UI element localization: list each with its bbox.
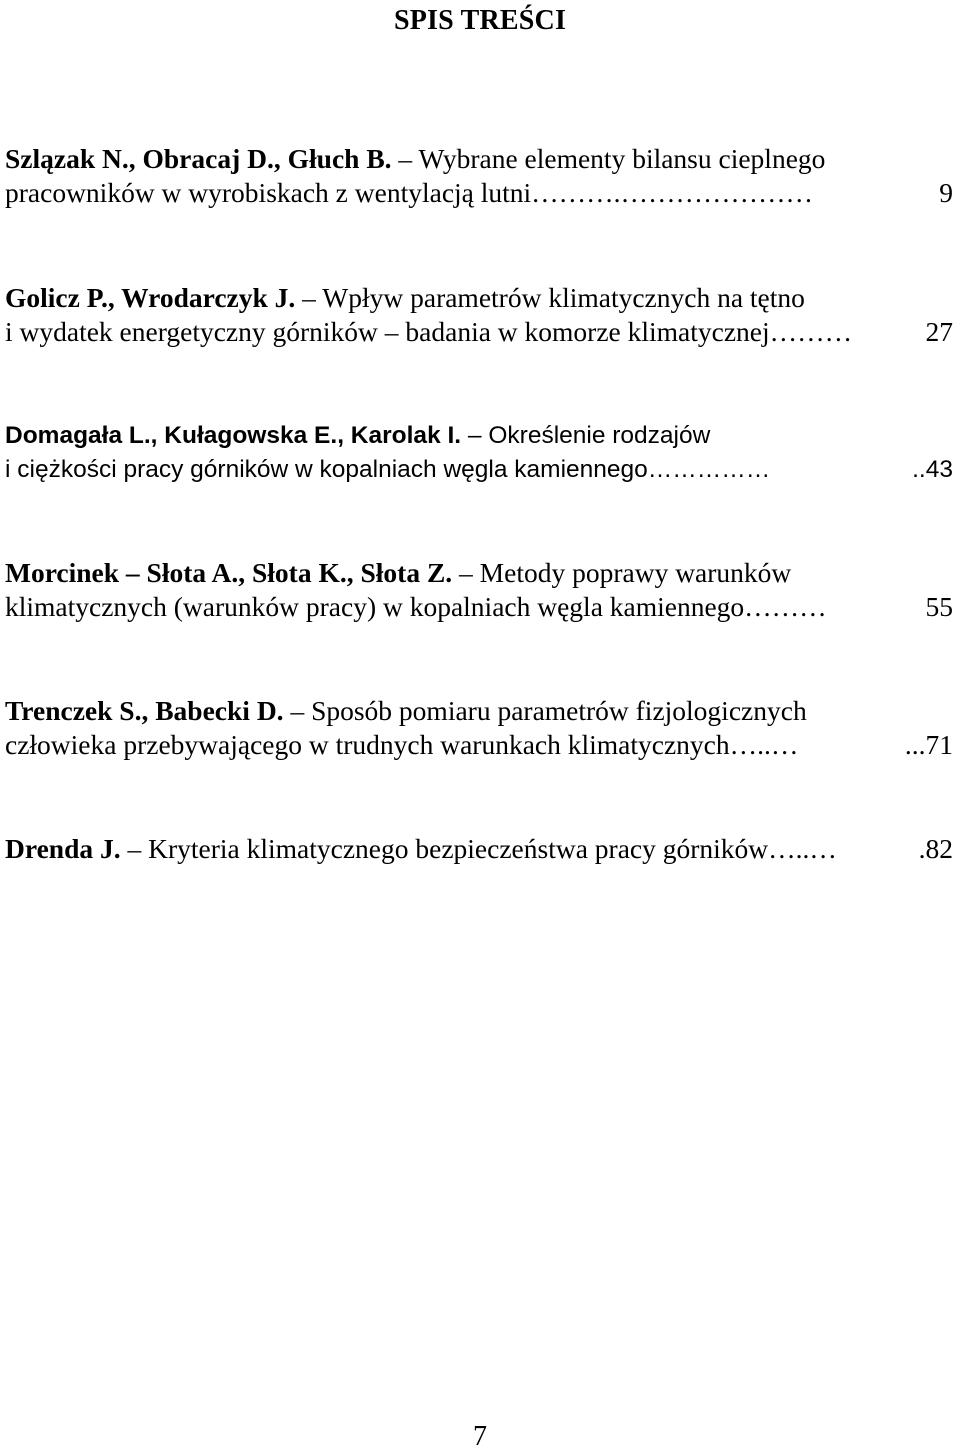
toc-entry-leader: ………	[744, 591, 827, 622]
toc-entry-last-line	[5, 728, 953, 762]
toc-entry-first-line	[5, 556, 953, 590]
toc-entry-title: – Wybrane elementy bilansu cieplnego	[398, 143, 826, 174]
toc-entry-page-number: 27	[925, 316, 953, 347]
toc-entry-page-number: .82	[918, 833, 953, 864]
toc-entry-first-line	[5, 694, 953, 728]
toc-entry-page-number: ..43	[912, 456, 953, 483]
toc-entry	[5, 142, 953, 210]
page-title: SPIS TREŚCI	[393, 5, 567, 36]
toc-entry-title-continued: i wydatek energetyczny górników – badania w komorze klimatycznej	[5, 316, 770, 347]
toc-entry-authors: Szlązak N., Obracaj D., Głuch B.	[5, 143, 392, 174]
toc-entry-title-continued: klimatycznych (warunków pracy) w kopalniach węgla kamiennego	[5, 591, 745, 622]
toc-entry-leader: …..…	[768, 833, 837, 864]
toc-entry-last-line	[5, 453, 953, 487]
toc-entry-authors: Trenczek S., Babecki D.	[5, 695, 284, 726]
toc-entry-page-number: ...71	[904, 729, 953, 760]
toc-entry-title-continued: człowieka przebywającego w trudnych warunkach klimatycznych	[5, 729, 730, 760]
toc-entry-leader: ……………	[647, 456, 771, 483]
toc-entry	[5, 419, 953, 487]
toc-entry-title-continued: pracowników w wyrobiskach z wentylacją lutni	[5, 177, 532, 208]
toc-entry-authors: Morcinek – Słota A., Słota K., Słota Z.	[5, 557, 453, 588]
page-number: 7	[473, 1421, 487, 1452]
toc-entry-first-line	[5, 419, 953, 453]
toc-entry	[5, 281, 953, 349]
toc-entry-authors: Drenda J.	[5, 833, 121, 864]
toc-entry-last-line	[5, 832, 953, 866]
toc-entry	[5, 556, 953, 624]
toc-entry-title-continued: i ciężkości pracy górników w kopalniach węgla kamiennego	[5, 456, 648, 483]
toc-entry-leader: ………	[769, 316, 853, 347]
toc-entry-last-line	[5, 176, 953, 210]
toc-entry-title: – Sposób pomiaru parametrów fizjologicznych	[290, 695, 807, 726]
toc-entry-page-number: 55	[925, 591, 953, 622]
toc-entry	[5, 694, 953, 762]
toc-entry-last-line	[5, 590, 953, 624]
toc-entry-page-number: 9	[939, 177, 953, 208]
toc-entry-authors: Golicz P., Wrodarczyk J.	[5, 282, 296, 313]
toc-entry-first-line	[5, 281, 953, 315]
toc-entry-text	[5, 832, 768, 866]
toc-entry-title: – Określenie rodzajów	[467, 422, 711, 449]
toc-entry-authors: Domagała L., Kułagowska E., Karolak I.	[5, 422, 462, 449]
toc-entry	[5, 832, 953, 866]
toc-entry-title: – Metody poprawy warunków	[459, 557, 792, 588]
toc-entry-leader: …..…	[729, 729, 799, 760]
toc-entry-first-line	[5, 142, 953, 176]
toc-entry-title: – Kryteria klimatycznego bezpieczeństwa pracy górników	[127, 833, 769, 864]
toc-entry-leader: ……….…………………	[531, 177, 814, 208]
toc-entry-title: – Wpływ parametrów klimatycznych na tętno	[302, 282, 805, 313]
toc-entry-last-line	[5, 315, 953, 349]
